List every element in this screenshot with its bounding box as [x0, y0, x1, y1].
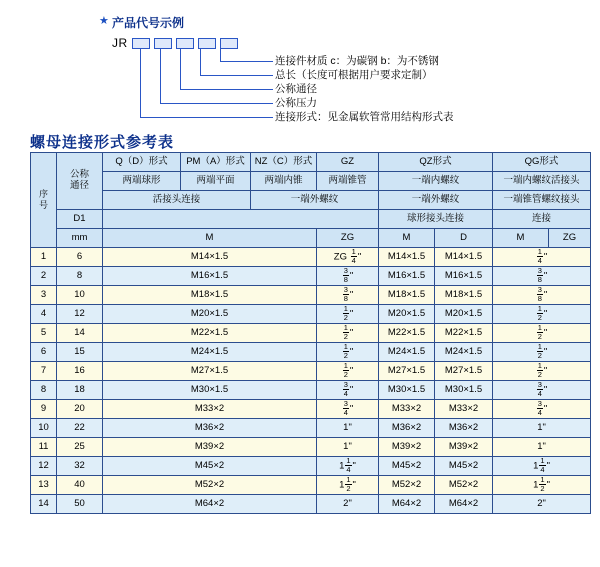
cell-qz-d: M45×2 — [435, 457, 493, 476]
cell-qg-m: $\frac{1}{2}$ " — [493, 305, 591, 324]
cell-gz: $\frac{1}{2}$ " — [317, 343, 379, 362]
table-row — [31, 286, 591, 305]
header-row — [31, 191, 591, 210]
header-group-qz: QZ形式 — [379, 153, 493, 172]
cell-dn: 14 — [57, 324, 103, 343]
table-header — [31, 153, 591, 248]
cell-qz-d: M52×2 — [435, 476, 493, 495]
cell-qz-d: M36×2 — [435, 419, 493, 438]
product-code-legend — [0, 0, 600, 128]
cell-seq: 12 — [31, 457, 57, 476]
cell-gz: 1" — [317, 438, 379, 457]
cell-gz: 2" — [317, 495, 379, 514]
table-row — [31, 248, 591, 267]
cell-dn: 40 — [57, 476, 103, 495]
code-box — [132, 38, 150, 49]
nut-connection-table-wrap — [30, 152, 591, 514]
legend-item-list — [275, 54, 454, 124]
star-icon: ★ — [99, 15, 109, 27]
leader-line — [200, 48, 201, 76]
cell-dn: 8 — [57, 267, 103, 286]
header-unit-zg: ZG — [317, 229, 379, 248]
cell-dn: 16 — [57, 362, 103, 381]
header-row — [31, 172, 591, 191]
leader-line — [220, 48, 221, 62]
cell-qg-m: 1" — [493, 438, 591, 457]
cell-qg-m: 2" — [493, 495, 591, 514]
cell-dn: 22 — [57, 419, 103, 438]
cell-seq: 14 — [31, 495, 57, 514]
leader-line — [180, 48, 181, 90]
cell-seq: 13 — [31, 476, 57, 495]
cell-qz-d: M16×1.5 — [435, 267, 493, 286]
cell-seq: 6 — [31, 343, 57, 362]
cell-qd: M22×1.5 — [103, 324, 317, 343]
cell-qd: M36×2 — [103, 419, 317, 438]
cell-qz-m: M36×2 — [379, 419, 435, 438]
cell-seq: 2 — [31, 267, 57, 286]
header-group-pm: PM（A）形式 — [181, 153, 251, 172]
cell-qg-m: 1 $\frac{1}{4}$ " — [493, 457, 591, 476]
cell-seq: 10 — [31, 419, 57, 438]
leader-line — [200, 75, 273, 76]
cell-qg-m: $\frac{3}{4}$ " — [493, 381, 591, 400]
header-unit-qz-m: M — [379, 229, 435, 248]
cell-seq: 8 — [31, 381, 57, 400]
header-group-gz: GZ — [317, 153, 379, 172]
cell-qz-d: M20×1.5 — [435, 305, 493, 324]
header-unit-m: M — [103, 229, 317, 248]
header-qg-desc: 一端内螺纹活接头 — [493, 172, 591, 191]
cell-qg-m: $\frac{1}{2}$ " — [493, 324, 591, 343]
table-row — [31, 476, 591, 495]
cell-qz-m: M22×1.5 — [379, 324, 435, 343]
cell-qz-m: M16×1.5 — [379, 267, 435, 286]
cell-qg-m: $\frac{1}{4}$ " — [493, 248, 591, 267]
header-row — [31, 229, 591, 248]
header-pm-desc: 两端平面 — [181, 172, 251, 191]
cell-dn: 50 — [57, 495, 103, 514]
cell-gz: 1 $\frac{1}{4}$ " — [317, 457, 379, 476]
cell-gz: $\frac{1}{2}$ " — [317, 362, 379, 381]
cell-qg-m: $\frac{1}{2}$ " — [493, 343, 591, 362]
page-title: 螺母连接形式参考表 — [30, 134, 175, 151]
cell-gz: $\frac{3}{4}$ " — [317, 400, 379, 419]
table-row — [31, 438, 591, 457]
cell-gz: 1 $\frac{1}{2}$ " — [317, 476, 379, 495]
cell-qz-m: M27×1.5 — [379, 362, 435, 381]
leader-line — [140, 48, 141, 118]
cell-qd: M52×2 — [103, 476, 317, 495]
cell-qd: M24×1.5 — [103, 343, 317, 362]
header-d1: D1 — [57, 210, 103, 229]
cell-qz-d: M39×2 — [435, 438, 493, 457]
cell-seq: 3 — [31, 286, 57, 305]
table-row — [31, 419, 591, 438]
leader-line — [180, 89, 273, 90]
cell-qz-m: M33×2 — [379, 400, 435, 419]
cell-gz: $\frac{3}{8}$ " — [317, 267, 379, 286]
header-group-nz: NZ（C）形式 — [251, 153, 317, 172]
cell-qd: M33×2 — [103, 400, 317, 419]
cell-qz-m: M39×2 — [379, 438, 435, 457]
header-qd-desc: 两端球形 — [103, 172, 181, 191]
cell-qd: M39×2 — [103, 438, 317, 457]
table-row — [31, 495, 591, 514]
cell-qz-m: M20×1.5 — [379, 305, 435, 324]
cell-qd: M27×1.5 — [103, 362, 317, 381]
cell-qz-m: M14×1.5 — [379, 248, 435, 267]
cell-dn: 12 — [57, 305, 103, 324]
cell-qz-d: M33×2 — [435, 400, 493, 419]
cell-seq: 4 — [31, 305, 57, 324]
cell-qg-m: $\frac{3}{4}$ " — [493, 400, 591, 419]
cell-qz-m: M64×2 — [379, 495, 435, 514]
table-row — [31, 324, 591, 343]
cell-qz-d: M22×1.5 — [435, 324, 493, 343]
nut-connection-table — [30, 152, 591, 514]
cell-gz: $\frac{1}{2}$ " — [317, 324, 379, 343]
code-boxes — [132, 38, 238, 49]
cell-qd: M18×1.5 — [103, 286, 317, 305]
cell-qz-d: M27×1.5 — [435, 362, 493, 381]
cell-qz-m: M18×1.5 — [379, 286, 435, 305]
cell-qg-m: $\frac{3}{8}$ " — [493, 267, 591, 286]
header-blank — [103, 210, 379, 229]
table-row — [31, 343, 591, 362]
header-unit-qg-m: M — [493, 229, 549, 248]
cell-gz: $\frac{3}{8}$ " — [317, 286, 379, 305]
cell-qz-d: M64×2 — [435, 495, 493, 514]
table-row — [31, 362, 591, 381]
cell-qz-m: M24×1.5 — [379, 343, 435, 362]
table-body — [31, 248, 591, 514]
cell-qg-m: $\frac{3}{8}$ " — [493, 286, 591, 305]
header-qz-ball: 球形接头连接 — [379, 210, 493, 229]
cell-dn: 32 — [57, 457, 103, 476]
cell-dn: 15 — [57, 343, 103, 362]
header-qz-conn: 一端外螺纹 — [379, 191, 493, 210]
header-qz-desc: 一端内螺纹 — [379, 172, 493, 191]
leader-line — [160, 48, 161, 104]
cell-gz: 1" — [317, 419, 379, 438]
cell-qd: M16×1.5 — [103, 267, 317, 286]
code-prefix: JR — [112, 36, 128, 50]
cell-seq: 9 — [31, 400, 57, 419]
cell-dn: 20 — [57, 400, 103, 419]
cell-dn: 10 — [57, 286, 103, 305]
header-unit-mm: mm — [57, 229, 103, 248]
cell-seq: 11 — [31, 438, 57, 457]
header-group-qg: QG形式 — [493, 153, 591, 172]
code-box — [154, 38, 172, 49]
legend-title: 产品代号示例 — [112, 16, 185, 30]
header-unit-qz-d: D — [435, 229, 493, 248]
cell-qd: M30×1.5 — [103, 381, 317, 400]
cell-qz-d: M14×1.5 — [435, 248, 493, 267]
table-row — [31, 381, 591, 400]
header-seq: 序 号 — [31, 153, 57, 248]
cell-gz: ZG $\frac{1}{4}$ " — [317, 248, 379, 267]
cell-qg-m: 1 $\frac{1}{2}$ " — [493, 476, 591, 495]
header-nz-gz-conn: 一端外螺纹 — [251, 191, 379, 210]
table-row — [31, 305, 591, 324]
header-unit-qg-zg: ZG — [549, 229, 591, 248]
header-gz-desc: 两端锥管 — [317, 172, 379, 191]
header-row — [31, 210, 591, 229]
cell-qz-d: M24×1.5 — [435, 343, 493, 362]
cell-gz: $\frac{3}{4}$ " — [317, 381, 379, 400]
header-qg-conn2: 连接 — [493, 210, 591, 229]
legend-item: 连接形式：见金属软管常用结构形式表 — [275, 111, 454, 123]
cell-gz: $\frac{1}{2}$ " — [317, 305, 379, 324]
table-row — [31, 457, 591, 476]
cell-qg-m: $\frac{1}{2}$ " — [493, 362, 591, 381]
header-qd-pm-conn: 活接头连接 — [103, 191, 251, 210]
cell-dn: 25 — [57, 438, 103, 457]
legend-item: 总长（长度可根据用户要求定制） — [275, 69, 433, 81]
cell-seq: 5 — [31, 324, 57, 343]
leader-line — [140, 117, 273, 118]
header-nz-desc: 两端内锥 — [251, 172, 317, 191]
cell-qz-m: M45×2 — [379, 457, 435, 476]
header-dn: 公称 通径 — [57, 153, 103, 210]
code-box — [220, 38, 238, 49]
cell-qz-d: M18×1.5 — [435, 286, 493, 305]
legend-item: 公称通径 — [275, 83, 317, 95]
legend-item: 公称压力 — [275, 97, 317, 109]
header-row — [31, 153, 591, 172]
cell-qz-m: M30×1.5 — [379, 381, 435, 400]
cell-seq: 7 — [31, 362, 57, 381]
legend-item: 连接件材质 c：为碳钢 b：为不锈钢 — [275, 55, 439, 67]
cell-qg-m: 1" — [493, 419, 591, 438]
cell-qd: M64×2 — [103, 495, 317, 514]
leader-line — [160, 103, 273, 104]
header-group-qd: Q（D）形式 — [103, 153, 181, 172]
cell-qz-m: M52×2 — [379, 476, 435, 495]
code-box — [176, 38, 194, 49]
table-row — [31, 400, 591, 419]
cell-qd: M45×2 — [103, 457, 317, 476]
leader-line — [220, 61, 273, 62]
cell-dn: 18 — [57, 381, 103, 400]
cell-seq: 1 — [31, 248, 57, 267]
table-row — [31, 267, 591, 286]
cell-dn: 6 — [57, 248, 103, 267]
header-qg-conn: 一端锥管螺纹接头 — [493, 191, 591, 210]
cell-qd: M20×1.5 — [103, 305, 317, 324]
cell-qz-d: M30×1.5 — [435, 381, 493, 400]
cell-qd: M14×1.5 — [103, 248, 317, 267]
